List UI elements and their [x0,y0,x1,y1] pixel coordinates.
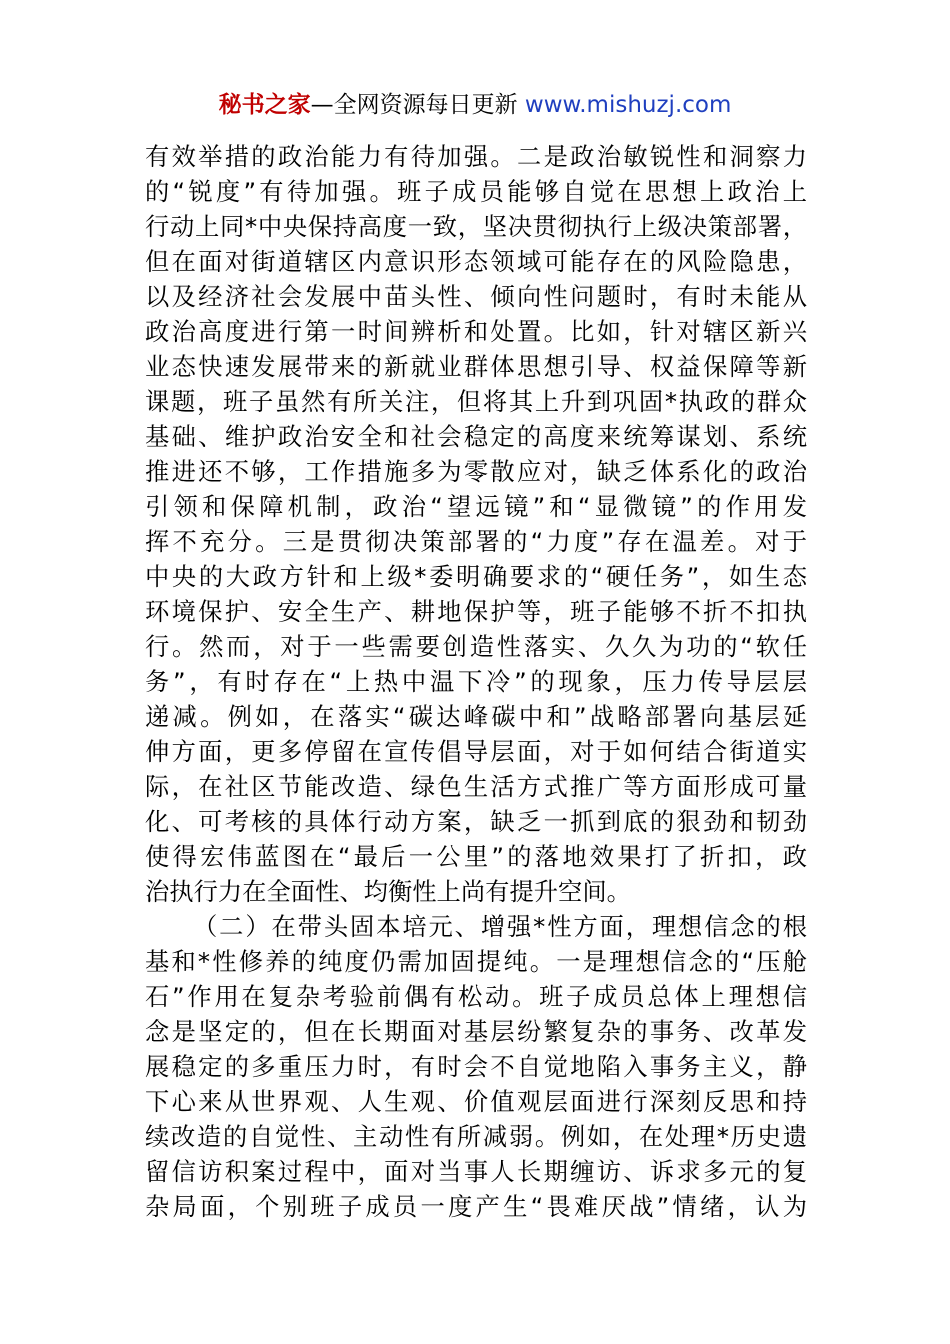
text-line: 业态快速发展带来的新就业群体思想引导、权益保障等新 [145,352,807,381]
text-line: 推进还不够，工作措施多为零散应对，缺乏体系化的政治 [145,457,807,486]
text-line: 化、可考核的具体行动方案，缺乏一抓到底的狠劲和韧劲 [145,807,807,836]
text-line: 基础、维护政治安全和社会稳定的高度来统筹谋划、系统 [145,422,807,451]
text-line: 以及经济社会发展中苗头性、倾向性问题时，有时未能从 [145,282,807,311]
text-line: 有效举措的政治能力有待加强。二是政治敏锐性和洞察力 [145,142,807,171]
text-line: 杂局面，个别班子成员一度产生“畏难厌战”情绪，认为 [145,1192,807,1221]
text-line: 中央的大政方针和上级*委明确要求的“硬任务”，如生态 [145,562,807,591]
text-line: 石”作用在复杂考验前偶有松动。班子成员总体上理想信 [145,982,807,1011]
text-line: 下心来从世界观、人生观、价值观层面进行深刻反思和持 [145,1087,807,1116]
site-brand: 秘书之家 [218,92,311,118]
text-line: 行动上同*中央保持高度一致，坚决贯彻执行上级决策部署， [145,212,807,241]
text-line: 挥不充分。三是贯彻决策部署的“力度”存在温差。对于 [145,527,807,556]
text-line: 务”，有时存在“上热中温下冷”的现象，压力传导层层 [145,667,807,696]
text-line: 际，在社区节能改造、绿色生活方式推广等方面形成可量 [145,772,807,801]
text-line: 治执行力在全面性、均衡性上尚有提升空间。 [145,877,631,906]
text-line: 环境保护、安全生产、耕地保护等，班子能够不折不扣执 [145,597,807,626]
text-line: 伸方面，更多停留在宣传倡导层面，对于如何结合街道实 [145,737,807,766]
text-line: 的“锐度”有待加强。班子成员能够自觉在思想上政治上 [145,177,807,206]
text-line: 使得宏伟蓝图在“最后一公里”的落地效果打了折扣，政 [145,842,807,871]
paragraph-first-line: （二）在带头固本培元、增强*性方面，理想信念的根 [193,912,807,941]
text-line: 政治高度进行第一时间辨析和处置。比如，针对辖区新兴 [145,317,807,346]
text-line: 递减。例如，在落实“碳达峰碳中和”战略部署向基层延 [145,702,807,731]
text-line: 留信访积案过程中，面对当事人长期缠访、诉求多元的复 [145,1157,807,1186]
text-line: 续改造的自觉性、主动性有所减弱。例如，在处理*历史遗 [145,1122,807,1151]
site-url-link[interactable]: www.mishuzj.com [524,92,732,118]
text-line: 基和*性修养的纯度仍需加固提纯。一是理想信念的“压舱 [145,947,807,976]
site-header [0,90,950,120]
text-line: 引领和保障机制，政治“望远镜”和“显微镜”的作用发 [145,492,807,521]
header-dash: — [310,92,334,118]
text-line: 行。然而，对于一些需要创造性落实、久久为功的“软任 [145,632,807,661]
text-line: 课题，班子虽然有所关注，但将其上升到巩固*执政的群众 [145,387,807,416]
site-tagline: 全网资源每日更新 [333,92,518,118]
text-line: 念是坚定的，但在长期面对基层纷繁复杂的事务、改革发 [145,1017,807,1046]
text-line: 展稳定的多重压力时，有时会不自觉地陷入事务主义，静 [145,1052,807,1081]
text-line: 但在面对街道辖区内意识形态领域可能存在的风险隐患， [145,247,807,276]
